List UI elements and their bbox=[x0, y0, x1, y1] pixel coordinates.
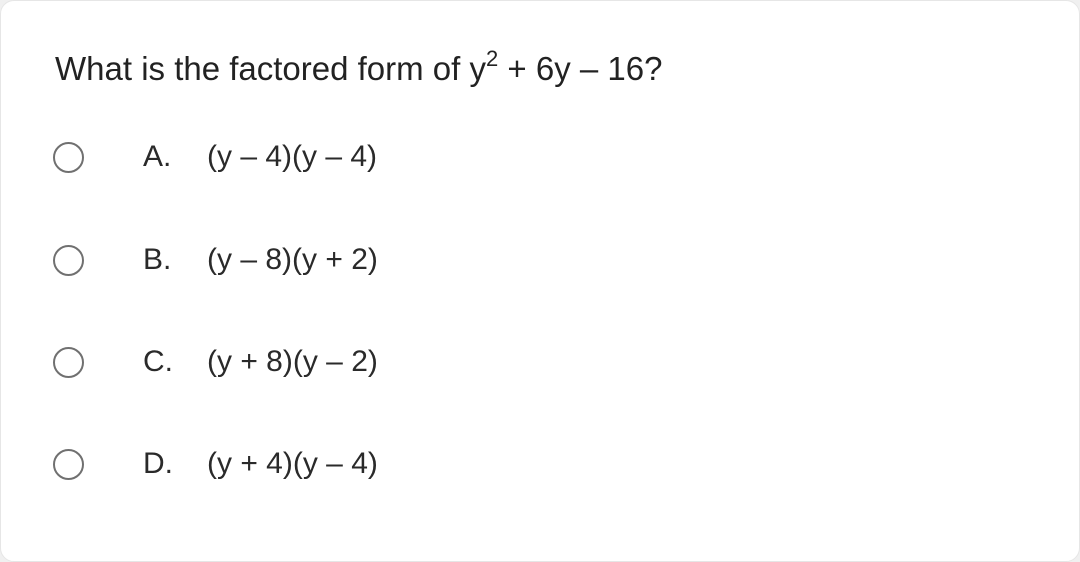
answer-option-a[interactable] bbox=[53, 133, 653, 181]
option-letter-a: A. bbox=[143, 140, 172, 173]
option-text-c: (y + 8)(y – 2) bbox=[207, 345, 378, 378]
question-text bbox=[55, 46, 663, 89]
option-letter-b: B. bbox=[143, 243, 172, 276]
radio-button-b[interactable] bbox=[53, 245, 84, 276]
question-prefix: What is the factored form of y bbox=[55, 50, 486, 87]
option-text-a: (y – 4)(y – 4) bbox=[207, 140, 378, 173]
answer-option-d[interactable] bbox=[53, 440, 653, 488]
answer-option-c[interactable] bbox=[53, 338, 653, 386]
radio-button-d[interactable] bbox=[53, 449, 84, 480]
radio-button-c[interactable] bbox=[53, 347, 84, 378]
radio-button-a[interactable] bbox=[53, 142, 84, 173]
option-letter-d: D. bbox=[143, 447, 173, 480]
question-exponent: 2 bbox=[486, 46, 499, 71]
option-text-d: (y + 4)(y – 4) bbox=[207, 447, 378, 480]
option-text-b: (y – 8)(y + 2) bbox=[207, 243, 378, 276]
question-suffix: + 6y – 16? bbox=[498, 50, 663, 87]
option-letter-c: C. bbox=[143, 345, 173, 378]
answer-option-b[interactable] bbox=[53, 236, 653, 284]
